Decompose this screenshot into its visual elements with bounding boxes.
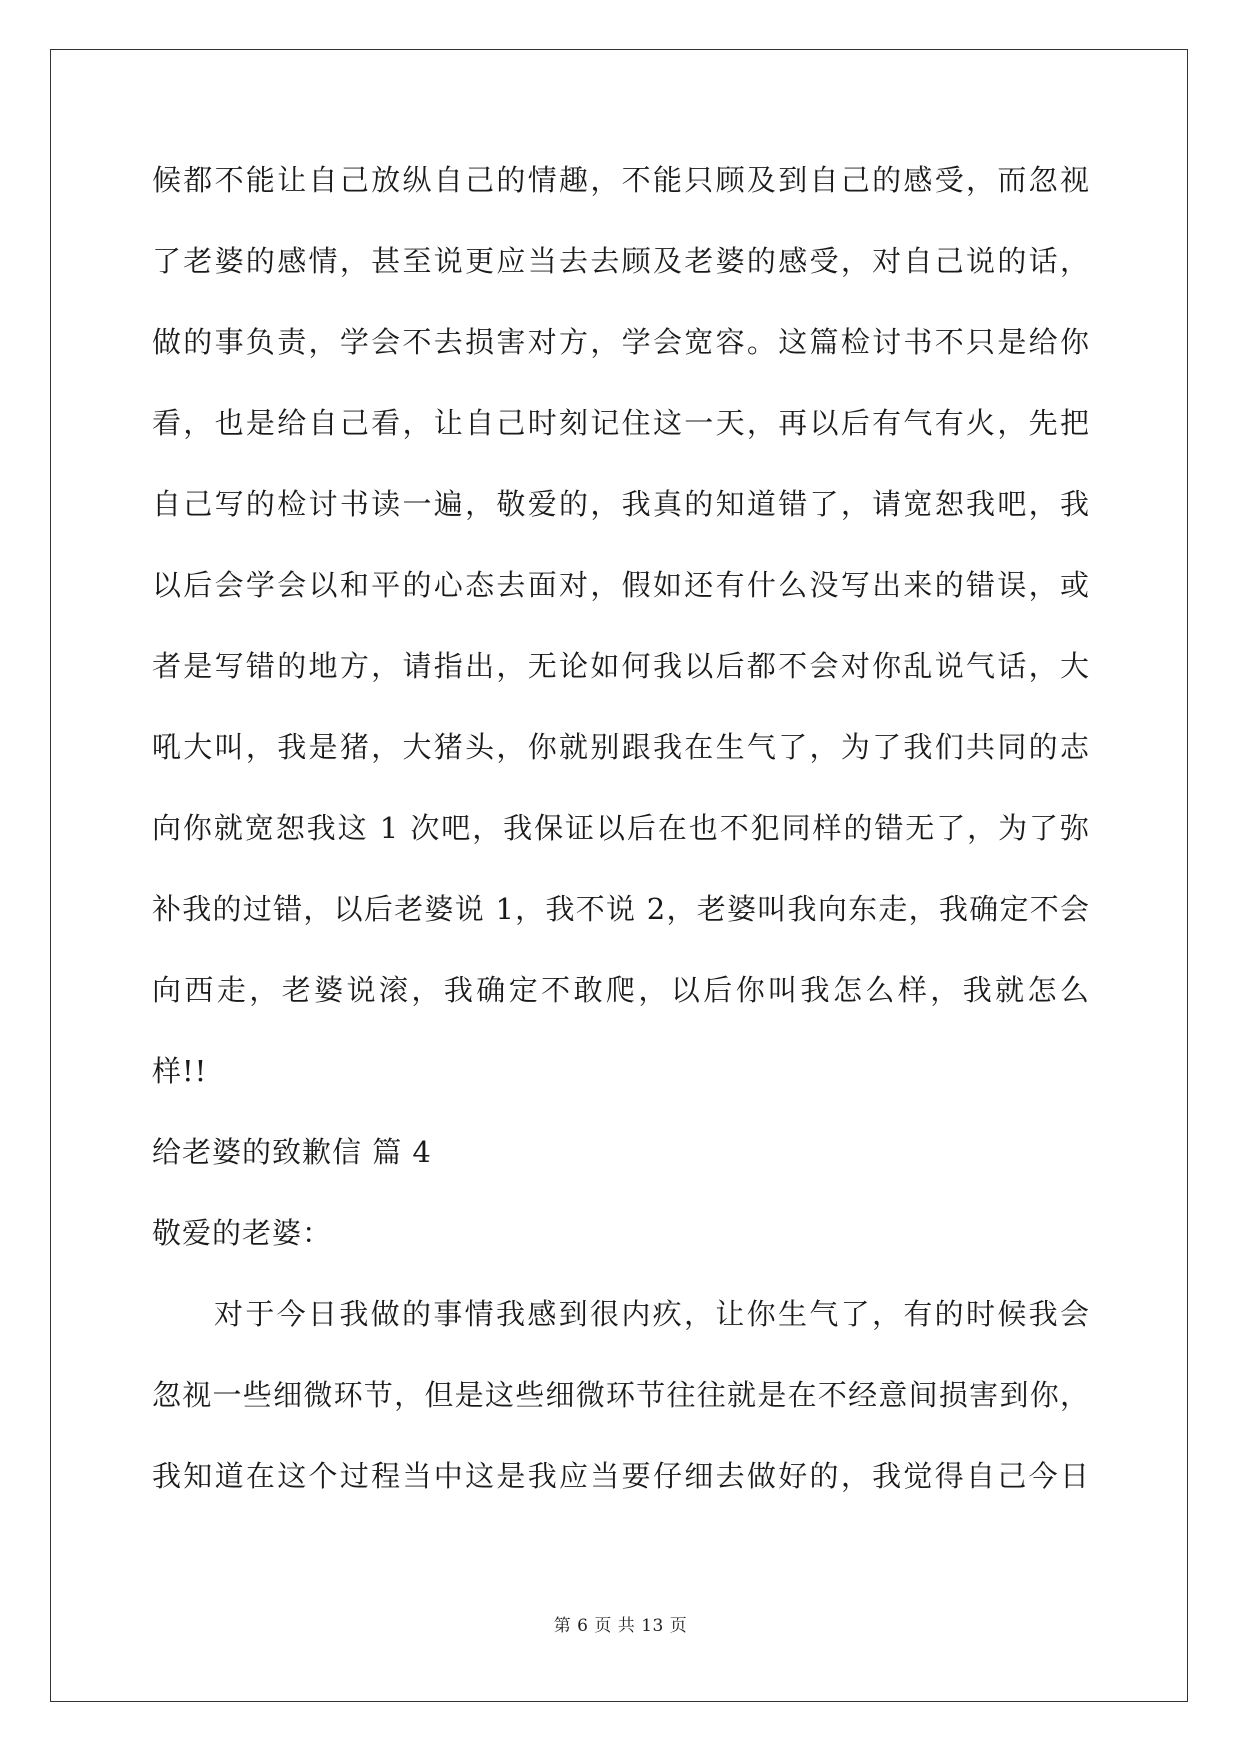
salutation: 敬爱的老婆：	[152, 1216, 333, 1250]
text-line: 对于今日我做的事情我感到很内疚，让你生气了，有的时候我会	[214, 1297, 1090, 1331]
document-body	[152, 160, 1090, 1537]
section-heading: 给老婆的致歉信 篇 4	[152, 1135, 432, 1169]
text-line: 补我的过错，以后老婆说 1，我不说 2，老婆叫我向东走，我确定不会	[152, 892, 1090, 926]
text-line: 看，也是给自己看，让自己时刻记住这一天，再以后有气有火，先把	[152, 406, 1090, 440]
page-number-footer: 第 6 页 共 13 页	[553, 1616, 688, 1636]
text-line: 做的事负责，学会不去损害对方，学会宽容。这篇检讨书不只是给你	[152, 325, 1090, 359]
text-line: 我知道在这个过程当中这是我应当要仔细去做好的，我觉得自己今日	[152, 1459, 1090, 1493]
text-line: 以后会学会以和平的心态去面对，假如还有什么没写出来的错误，或	[152, 568, 1090, 602]
text-line: 向西走，老婆说滚，我确定不敢爬，以后你叫我怎么样，我就怎么	[152, 973, 1090, 1007]
text-line: 忽视一些细微环节，但是这些细微环节往往就是在不经意间损害到你，	[152, 1378, 1090, 1412]
text-line: 向你就宽恕我这 1 次吧，我保证以后在也不犯同样的错无了，为了弥	[152, 811, 1090, 845]
text-line: 样!!	[152, 1054, 208, 1088]
text-line: 候都不能让自己放纵自己的情趣，不能只顾及到自己的感受，而忽视	[152, 163, 1090, 197]
text-line: 者是写错的地方，请指出，无论如何我以后都不会对你乱说气话，大	[152, 649, 1090, 683]
text-line: 自己写的检讨书读一遍，敬爱的，我真的知道错了，请宽恕我吧，我	[152, 487, 1090, 521]
text-line: 吼大叫，我是猪，大猪头，你就别跟我在生气了，为了我们共同的志	[152, 730, 1090, 764]
text-line: 了老婆的感情，甚至说更应当去去顾及老婆的感受，对自己说的话，	[152, 244, 1090, 278]
